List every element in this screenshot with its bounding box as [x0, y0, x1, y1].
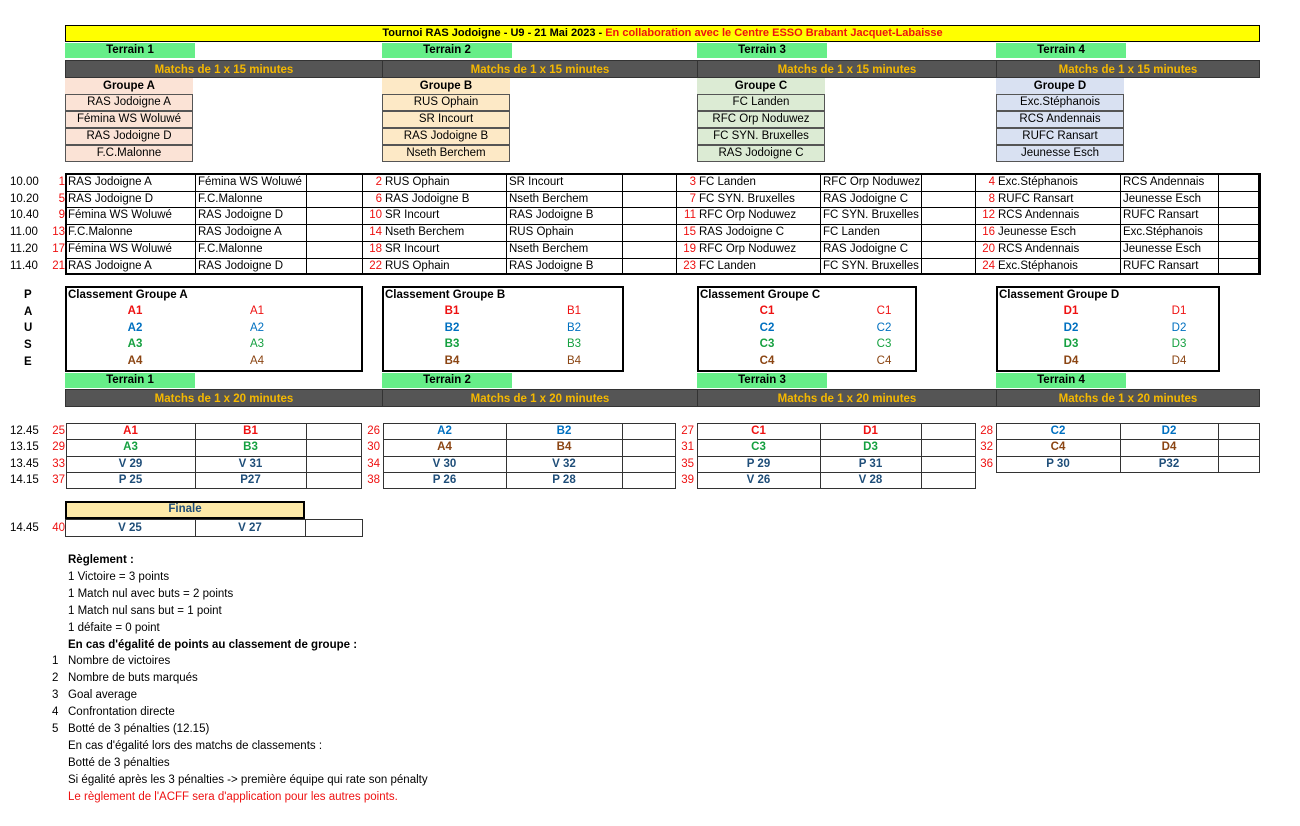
team-home: F.C.Malonne: [68, 226, 133, 239]
criterion-number: 4: [52, 706, 59, 719]
pause-letter: P: [24, 289, 32, 301]
group-title: Groupe A: [65, 78, 193, 94]
match-number: 28: [980, 425, 993, 437]
match-time: 14.15: [10, 473, 39, 486]
team-away: Nseth Berchem: [509, 242, 589, 255]
grid-vline: [622, 423, 623, 440]
classement-rank: C2: [759, 321, 775, 334]
matchs-duration-bar: Matchs de 1 x 20 minutes: [996, 389, 1260, 407]
slot-away: P32: [1158, 457, 1180, 470]
grid-vline: [306, 423, 307, 440]
team-away: F.C.Malonne: [198, 242, 263, 255]
finale-label: Finale: [168, 503, 202, 515]
slot-away: P27: [240, 473, 261, 486]
acff-note: Le règlement de l'ACFF sera d'application pour les autres points.: [68, 790, 398, 803]
match-number: 19: [683, 242, 696, 255]
team-away: Exc.Stéphanois: [1123, 226, 1203, 239]
team-home: Fémina WS Woluwé: [68, 209, 172, 222]
classement-rank: D2: [1063, 321, 1079, 334]
title-main: Tournoi RAS Jodoigne - U9 - 21 Mai 2023 -: [382, 27, 606, 39]
team-away: RAS Jodoigne A: [198, 226, 282, 239]
slot-home: V 29: [118, 457, 143, 470]
classement-slot: D3: [1171, 338, 1187, 351]
match-time: 11.40: [10, 259, 38, 272]
slot-away: B1: [243, 425, 258, 437]
classement-slot: A1: [249, 305, 265, 317]
match-number: 27: [681, 425, 694, 437]
team-home: RAS Jodoigne A: [68, 176, 152, 188]
group-team: FC SYN. Bruxelles: [697, 128, 825, 145]
match-time: 10.40: [10, 209, 39, 222]
criterion-number: 5: [52, 723, 59, 735]
group-title: Groupe C: [697, 78, 825, 94]
slot-away: P 31: [858, 457, 883, 470]
slot-home: C2: [1050, 425, 1066, 437]
terrain-header: Terrain 1: [65, 43, 195, 58]
group-team: RFC Orp Noduwez: [697, 111, 825, 128]
match-number: 5: [58, 192, 65, 205]
team-home: SR Incourt: [385, 209, 440, 222]
match-number: 35: [681, 457, 694, 470]
team-home: RCS Andennais: [998, 242, 1080, 255]
match-time: 12.45: [10, 425, 39, 437]
grid-vline: [306, 439, 307, 456]
slot-away: P 28: [552, 473, 576, 486]
match-number: 21: [52, 259, 65, 272]
match-number: 8: [988, 192, 995, 205]
match-number: 17: [52, 242, 65, 255]
classement-rank: C1: [759, 305, 775, 317]
team-away: F.C.Malonne: [198, 192, 263, 205]
terrain-header: Terrain 2: [382, 373, 512, 388]
match-number: 34: [367, 457, 380, 470]
grid-vline: [622, 456, 623, 473]
classement-rank: D4: [1063, 355, 1079, 368]
rules-extra: Botté de 3 pénalties: [68, 756, 170, 769]
match-number: 7: [689, 192, 696, 205]
team-home: Nseth Berchem: [385, 226, 465, 239]
slot-home: P 29: [746, 457, 771, 470]
classement-slot: C2: [876, 321, 892, 334]
classement-rank: B2: [444, 321, 460, 334]
grid-vline: [1218, 456, 1219, 473]
match-number: 38: [367, 473, 380, 486]
match-time: 11.20: [10, 242, 38, 255]
classement-slot: D2: [1171, 321, 1187, 334]
pause-letter: A: [24, 305, 33, 318]
match-number: 29: [52, 441, 65, 454]
match-number: 16: [982, 226, 995, 239]
classement-slot: A2: [249, 321, 265, 334]
group-title: Groupe D: [996, 78, 1124, 94]
rules-extra: Si égalité après les 3 pénalties -> première équipe qui rate son pénalty: [68, 773, 428, 786]
team-away: RAS Jodoigne C: [823, 242, 909, 255]
classement-slot: B1: [566, 305, 582, 317]
classement-slot: C1: [876, 305, 892, 317]
classement-rank: A2: [127, 321, 143, 334]
finale-slot-a: V 25: [118, 522, 142, 534]
group-team: Nseth Berchem: [382, 145, 510, 162]
slot-home: C4: [1050, 441, 1066, 454]
classement-rank: A1: [127, 305, 143, 317]
team-away: RUFC Ransart: [1123, 209, 1199, 222]
team-away: Jeunesse Esch: [1123, 192, 1201, 205]
group-team: Jeunesse Esch: [996, 145, 1124, 162]
terrain-header: Terrain 2: [382, 43, 512, 58]
slot-home: A4: [437, 441, 452, 454]
criterion-number: 2: [52, 672, 59, 685]
group-title: Groupe B: [382, 78, 510, 94]
classement-rank: B3: [444, 338, 460, 351]
slot-home: P 26: [432, 473, 457, 486]
team-away: RAS Jodoigne D: [198, 259, 284, 272]
criterion-number: 3: [52, 689, 59, 702]
slot-home: V 26: [746, 473, 771, 486]
team-home: RAS Jodoigne A: [68, 259, 152, 272]
team-away: RAS Jodoigne B: [509, 259, 594, 272]
match-number: 25: [52, 425, 65, 437]
grid-vline: [1218, 423, 1219, 440]
team-home: RUS Ophain: [385, 176, 450, 188]
pause-letter: U: [24, 322, 33, 335]
classement-rank: D1: [1063, 305, 1079, 317]
grid-vline: [622, 439, 623, 456]
slot-away: V 28: [858, 473, 883, 486]
criterion-text: Confrontation directe: [68, 706, 175, 719]
classement-slot: B2: [566, 321, 582, 334]
classement-slot: B3: [566, 338, 582, 351]
slot-away: D1: [863, 425, 878, 437]
team-home: FC Landen: [699, 259, 756, 272]
team-home: RAS Jodoigne C: [699, 226, 785, 239]
group-team: SR Incourt: [382, 111, 510, 128]
team-away: FC Landen: [823, 226, 880, 239]
match-number: 15: [683, 226, 696, 239]
matchs-duration-bar: Matchs de 1 x 20 minutes: [65, 389, 383, 407]
match-time: 10.00: [10, 176, 39, 188]
criterion-text: Nombre de victoires: [68, 655, 171, 668]
classement-rank: D3: [1063, 338, 1079, 351]
matchs-duration-bar: Matchs de 1 x 15 minutes: [697, 60, 997, 78]
grid-vline: [921, 439, 922, 456]
match-number: 39: [681, 473, 694, 486]
slot-away: B4: [556, 441, 572, 454]
slot-home: A2: [437, 425, 452, 437]
slot-away: B3: [243, 441, 258, 454]
team-away: RFC Orp Noduwez: [823, 176, 920, 188]
classement-slot: D1: [1171, 305, 1187, 317]
team-home: Exc.Stéphanois: [998, 176, 1078, 188]
matchs-duration-bar: Matchs de 1 x 15 minutes: [65, 60, 383, 78]
team-away: RUS Ophain: [509, 226, 574, 239]
match-time: 13.45: [10, 457, 39, 470]
slot-away: D4: [1161, 441, 1177, 454]
finale-time: 14.45: [10, 522, 39, 534]
team-away: Nseth Berchem: [509, 192, 589, 205]
grid-vline: [306, 472, 307, 489]
rules-extra: En cas d'égalité lors des matchs de classements :: [68, 739, 323, 752]
classement-rank: A3: [127, 338, 143, 351]
classement-slot: A4: [249, 355, 265, 368]
team-away: RUFC Ransart: [1123, 259, 1199, 272]
matchs-duration-bar: Matchs de 1 x 20 minutes: [697, 389, 997, 407]
team-away: RCS Andennais: [1123, 176, 1205, 188]
slot-away: D2: [1161, 425, 1177, 437]
slot-home: V 30: [432, 457, 457, 470]
title-collab: En collaboration avec le Centre ESSO Brabant Jacquet-Labaisse: [605, 27, 943, 39]
classement-rank: A4: [127, 355, 143, 368]
tournament-title: [65, 25, 1260, 42]
grid-vline: [306, 456, 307, 473]
group-team: Fémina WS Woluwé: [65, 111, 193, 128]
classement-slot: B4: [566, 355, 582, 368]
team-home: FC Landen: [699, 176, 756, 188]
classement-rank: C4: [759, 355, 775, 368]
match-number: 37: [52, 473, 65, 486]
match-time: 10.20: [10, 192, 39, 205]
group-team: RAS Jodoigne C: [697, 145, 825, 162]
slot-away: B2: [556, 425, 572, 437]
criterion-number: 1: [52, 655, 59, 668]
team-away: RAS Jodoigne C: [823, 192, 909, 205]
match-number: 36: [980, 457, 993, 470]
terrain-header: Terrain 4: [996, 373, 1126, 388]
rules-heading: Règlement :: [68, 554, 134, 566]
classement-slot: C4: [876, 355, 892, 368]
criterion-text: Botté de 3 pénalties (12.15): [68, 723, 210, 735]
criterion-text: Nombre de buts marqués: [68, 672, 198, 685]
group-team: F.C.Malonne: [65, 145, 193, 162]
grid-vline: [921, 456, 922, 473]
team-home: RAS Jodoigne B: [385, 192, 470, 205]
match-number: 23: [683, 259, 696, 272]
terrain-header: Terrain 1: [65, 373, 195, 388]
team-away: SR Incourt: [509, 176, 564, 188]
rules-point: 1 défaite = 0 point: [68, 621, 160, 634]
rules-point: 1 Victoire = 3 points: [68, 570, 170, 583]
classement-title: Classement Groupe A: [68, 289, 188, 301]
grid-vline: [1260, 173, 1261, 275]
match-number: 24: [982, 259, 995, 272]
match-number: 1: [58, 176, 65, 188]
classement-title: Classement Groupe D: [999, 289, 1120, 301]
grid-vline: [305, 519, 306, 537]
rules-point: 1 Match nul sans but = 1 point: [68, 604, 222, 617]
group-team: RUFC Ransart: [996, 128, 1124, 145]
pause-letter: S: [24, 339, 32, 352]
team-home: RUS Ophain: [385, 259, 450, 272]
grid-vline: [921, 472, 922, 489]
team-home: RFC Orp Noduwez: [699, 242, 797, 255]
matchs-duration-bar: Matchs de 1 x 15 minutes: [996, 60, 1260, 78]
classement-rank: C3: [759, 338, 775, 351]
match-number: 9: [58, 209, 65, 222]
group-team: FC Landen: [697, 94, 825, 111]
group-team: RAS Jodoigne A: [65, 94, 193, 111]
grid-vline: [622, 472, 623, 489]
match-number: 10: [369, 209, 382, 222]
classement-rank: B1: [444, 305, 460, 317]
classement-slot: A3: [249, 338, 265, 351]
slot-away: V 32: [552, 457, 576, 470]
group-team: RUS Ophain: [382, 94, 510, 111]
matchs-duration-bar: Matchs de 1 x 15 minutes: [382, 60, 698, 78]
team-home: FC SYN. Bruxelles: [699, 192, 795, 205]
team-away: Fémina WS Woluwé: [198, 176, 302, 188]
slot-home: C1: [751, 425, 766, 437]
team-away: FC SYN. Bruxelles: [823, 209, 919, 222]
match-number: 31: [681, 441, 694, 454]
team-home: RUFC Ransart: [998, 192, 1074, 205]
team-home: SR Incourt: [385, 242, 440, 255]
finale-number: 40: [52, 522, 65, 534]
group-team: Exc.Stéphanois: [996, 94, 1124, 111]
team-away: Jeunesse Esch: [1123, 242, 1201, 255]
team-home: RCS Andennais: [998, 209, 1080, 222]
team-home: Jeunesse Esch: [998, 226, 1076, 239]
grid-vline: [1218, 439, 1219, 456]
grid-vline: [921, 423, 922, 440]
classement-title: Classement Groupe C: [700, 289, 821, 301]
classement-slot: C3: [876, 338, 892, 351]
team-away: RAS Jodoigne B: [509, 209, 594, 222]
slot-home: A1: [123, 425, 138, 437]
match-number: 2: [375, 176, 382, 188]
criterion-text: Goal average: [68, 689, 138, 702]
slot-away: D3: [863, 441, 878, 454]
team-home: Exc.Stéphanois: [998, 259, 1078, 272]
matchs-duration-bar: Matchs de 1 x 20 minutes: [382, 389, 698, 407]
finale-slot-b: V 27: [238, 522, 262, 534]
match-number: 3: [689, 176, 696, 188]
slot-home: A3: [123, 441, 138, 454]
tie-heading: En cas d'égalité de points au classement de groupe :: [68, 638, 358, 651]
group-team: RCS Andennais: [996, 111, 1124, 128]
match-number: 20: [982, 242, 995, 255]
rules-point: 1 Match nul avec buts = 2 points: [68, 587, 234, 600]
team-away: FC SYN. Bruxelles: [823, 259, 919, 272]
group-team: RAS Jodoigne B: [382, 128, 510, 145]
group-team: RAS Jodoigne D: [65, 128, 193, 145]
terrain-header: Terrain 4: [996, 43, 1126, 58]
match-number: 18: [369, 242, 382, 255]
slot-home: P 30: [1046, 457, 1070, 470]
classement-rank: B4: [444, 355, 460, 368]
terrain-header: Terrain 3: [697, 43, 827, 58]
team-away: RAS Jodoigne D: [198, 209, 284, 222]
match-number: 30: [367, 441, 380, 454]
classement-slot: D4: [1171, 355, 1187, 368]
slot-away: V 31: [238, 457, 263, 470]
team-home: RAS Jodoigne D: [68, 192, 154, 205]
match-time: 13.15: [10, 441, 39, 454]
pause-letter: E: [24, 355, 32, 368]
match-number: 32: [980, 441, 993, 454]
match-number: 6: [375, 192, 382, 205]
match-number: 14: [369, 226, 382, 239]
match-number: 4: [988, 176, 995, 188]
match-number: 22: [369, 259, 382, 272]
team-home: RFC Orp Noduwez: [699, 209, 797, 222]
slot-home: P 25: [118, 473, 143, 486]
match-number: 11: [684, 209, 696, 222]
match-number: 26: [367, 425, 380, 437]
classement-title: Classement Groupe B: [385, 289, 506, 301]
match-time: 11.00: [10, 226, 38, 239]
match-number: 33: [52, 457, 65, 470]
terrain-header: Terrain 3: [697, 373, 827, 388]
slot-home: C3: [751, 441, 766, 454]
team-home: Fémina WS Woluwé: [68, 242, 172, 255]
match-number: 13: [52, 226, 65, 239]
match-number: 12: [982, 209, 995, 222]
